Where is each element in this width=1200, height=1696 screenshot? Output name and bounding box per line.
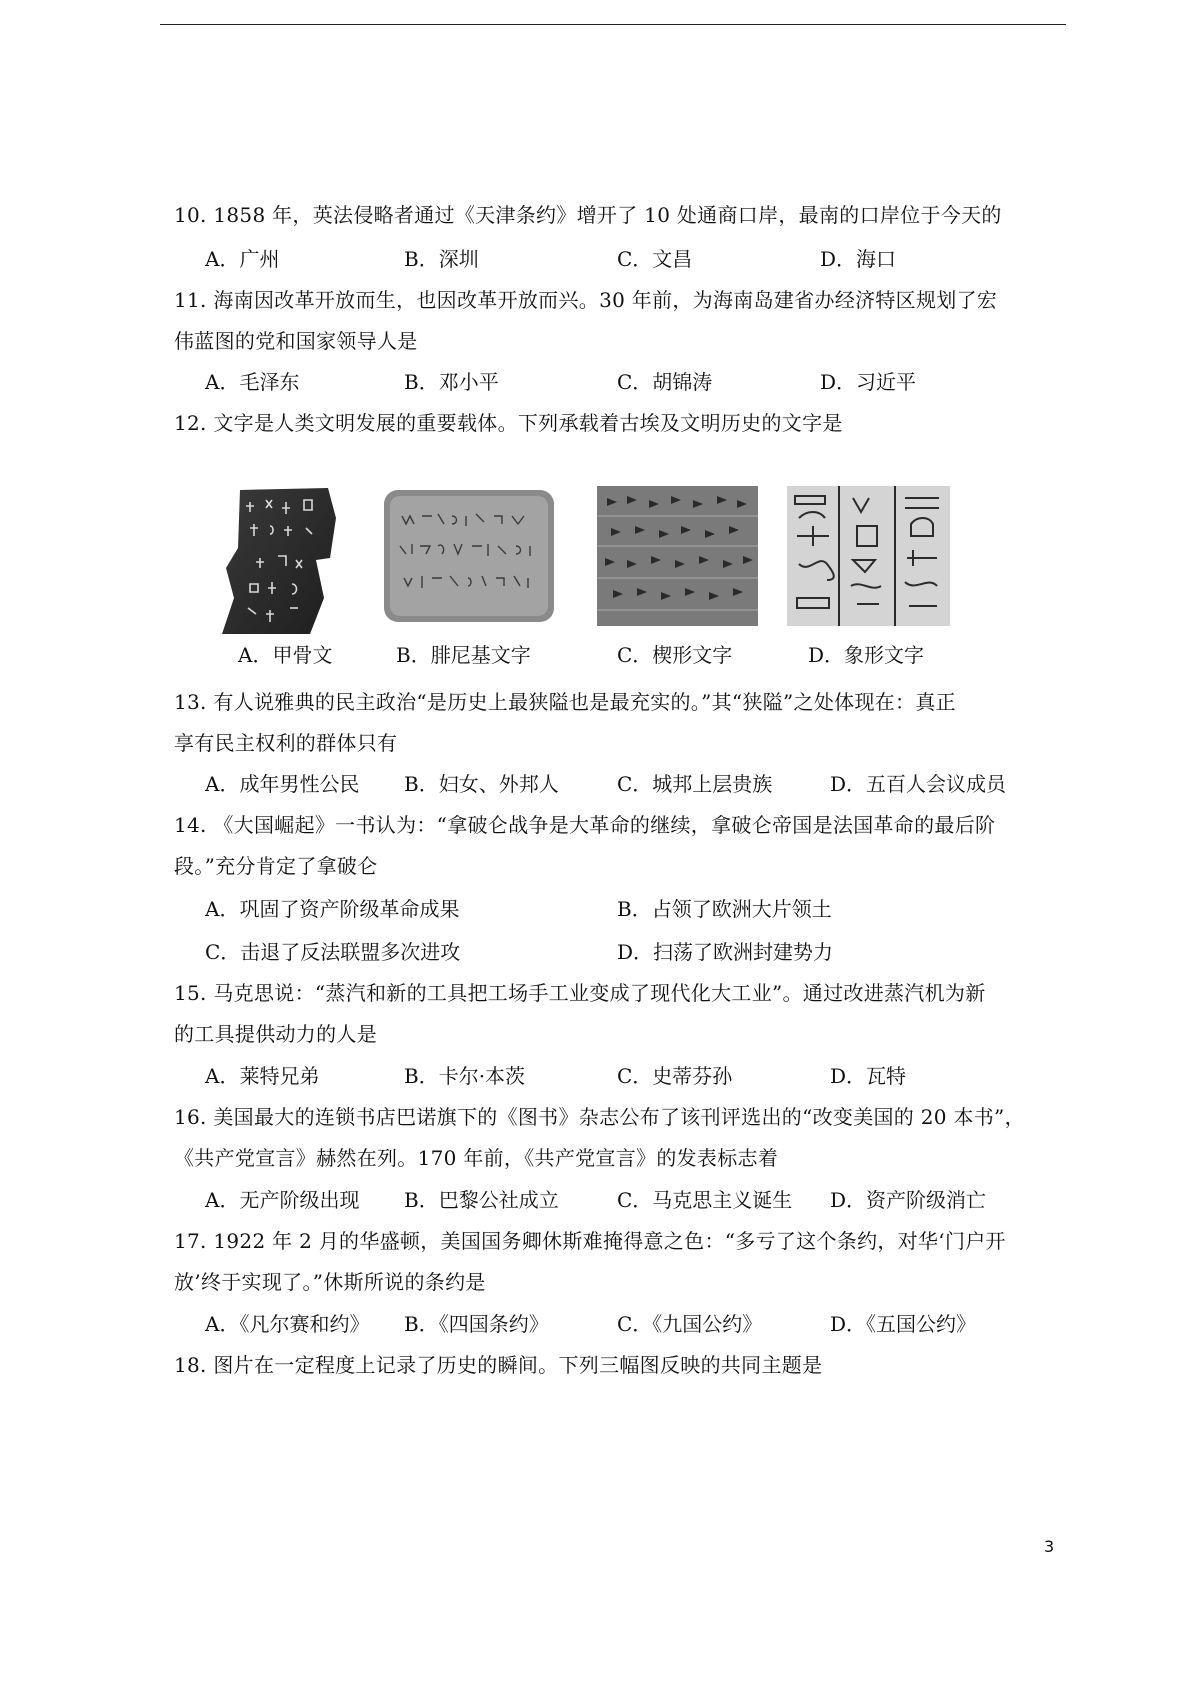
q14-option-c: C．击退了反法联盟多次进攻 xyxy=(205,940,461,964)
q11-option-c: C．胡锦涛 xyxy=(617,370,713,394)
question-10-line-1: 10. 1858 年，英法侵略者通过《天津条约》增开了 10 处通商口岸，最南的口岸位于今天的 xyxy=(174,203,1002,227)
q13-option-a: A．成年男性公民 xyxy=(205,772,360,796)
q16-option-c: C．马克思主义诞生 xyxy=(617,1188,793,1212)
question-17-line-1: 17. 1922 年 2 月的华盛顿，美国国务卿休斯难掩得意之色：“多亏了这个条约，对华‘门户开 xyxy=(174,1229,1006,1253)
q16-option-d: D．资产阶级消亡 xyxy=(830,1188,987,1212)
question-11-line-1: 11. 海南因改革开放而生，也因改革开放而兴。30 年前，为海南岛建省办经济特区规划了宏 xyxy=(174,288,998,312)
question-18-line-1: 18. 图片在一定程度上记录了历史的瞬间。下列三幅图反映的共同主题是 xyxy=(174,1353,823,1377)
q10-option-b: B．深圳 xyxy=(404,247,479,271)
header-rule xyxy=(160,24,1066,25)
q12-option-c: C．楔形文字 xyxy=(617,643,733,667)
question-13-line-2: 享有民主权利的群体只有 xyxy=(174,731,398,755)
question-15-line-1: 15. 马克思说：“蒸汽和新的工具把工场手工业变成了现代化大工业”。通过改进蒸汽机为新 xyxy=(174,981,986,1005)
question-14-line-1: 14. 《大国崛起》一书认为：“拿破仑战争是大革命的继续，拿破仑帝国是法国革命的最后阶 xyxy=(174,813,996,837)
q12-option-a: A．甲骨文 xyxy=(238,643,333,667)
q17-option-d: D．《五国公约》 xyxy=(830,1312,977,1336)
q11-option-a: A．毛泽东 xyxy=(205,370,300,394)
question-16-line-2: 《共产党宣言》赫然在列。170 年前，《共产党宣言》的发表标志着 xyxy=(174,1146,779,1170)
oracle-bone-script-image xyxy=(220,488,338,634)
q15-option-c: C．史蒂芬孙 xyxy=(617,1064,733,1088)
q15-option-d: D．瓦特 xyxy=(830,1064,907,1088)
hieroglyphic-script-image xyxy=(787,486,950,626)
q10-option-d: D．海口 xyxy=(820,247,897,271)
q13-option-b: B．妇女、外邦人 xyxy=(404,772,559,796)
q17-option-c: C．《九国公约》 xyxy=(617,1312,763,1336)
question-16-line-1: 16. 美国最大的连锁书店巴诺旗下的《图书》杂志公布了该刊评选出的“改变美国的 20 本书”， xyxy=(174,1105,1025,1129)
question-14-line-2: 段。”充分肯定了拿破仑 xyxy=(174,854,378,878)
q14-option-b: B．占领了欧洲大片领土 xyxy=(617,897,832,921)
q14-option-d: D．扫荡了欧洲封建势力 xyxy=(617,940,834,964)
q17-option-b: B．《四国条约》 xyxy=(404,1312,549,1336)
cuneiform-script-image xyxy=(597,486,758,626)
q10-option-c: C．文昌 xyxy=(617,247,693,271)
q12-option-d: D．象形文字 xyxy=(808,643,925,667)
q11-option-b: B．邓小平 xyxy=(404,370,499,394)
q15-option-a: A．莱特兄弟 xyxy=(205,1064,320,1088)
q16-option-a: A．无产阶级出现 xyxy=(205,1188,360,1212)
phoenician-script-image xyxy=(382,486,556,626)
question-17-line-2: 放’终于实现了。”休斯所说的条约是 xyxy=(174,1270,486,1294)
question-11-line-2: 伟蓝图的党和国家领导人是 xyxy=(174,329,418,353)
q13-option-c: C．城邦上层贵族 xyxy=(617,772,773,796)
q13-option-d: D．五百人会议成员 xyxy=(830,772,1007,796)
q17-option-a: A．《凡尔赛和约》 xyxy=(205,1312,370,1336)
question-15-line-2: 的工具提供动力的人是 xyxy=(174,1022,377,1046)
question-13-line-1: 13. 有人说雅典的民主政治“是历史上最狭隘也是最充实的。”其“狭隘”之处体现在：真正 xyxy=(174,690,956,714)
q12-option-b: B．腓尼基文字 xyxy=(396,643,531,667)
q10-option-a: A．广州 xyxy=(205,247,280,271)
q16-option-b: B．巴黎公社成立 xyxy=(404,1188,559,1212)
q14-option-a: A．巩固了资产阶级革命成果 xyxy=(205,897,460,921)
q11-option-d: D．习近平 xyxy=(820,370,917,394)
q15-option-b: B．卡尔·本茨 xyxy=(404,1064,526,1088)
question-12-line-1: 12. 文字是人类文明发展的重要载体。下列承载着古埃及文明历史的文字是 xyxy=(174,411,843,435)
page-number: 3 xyxy=(1044,1537,1055,1556)
